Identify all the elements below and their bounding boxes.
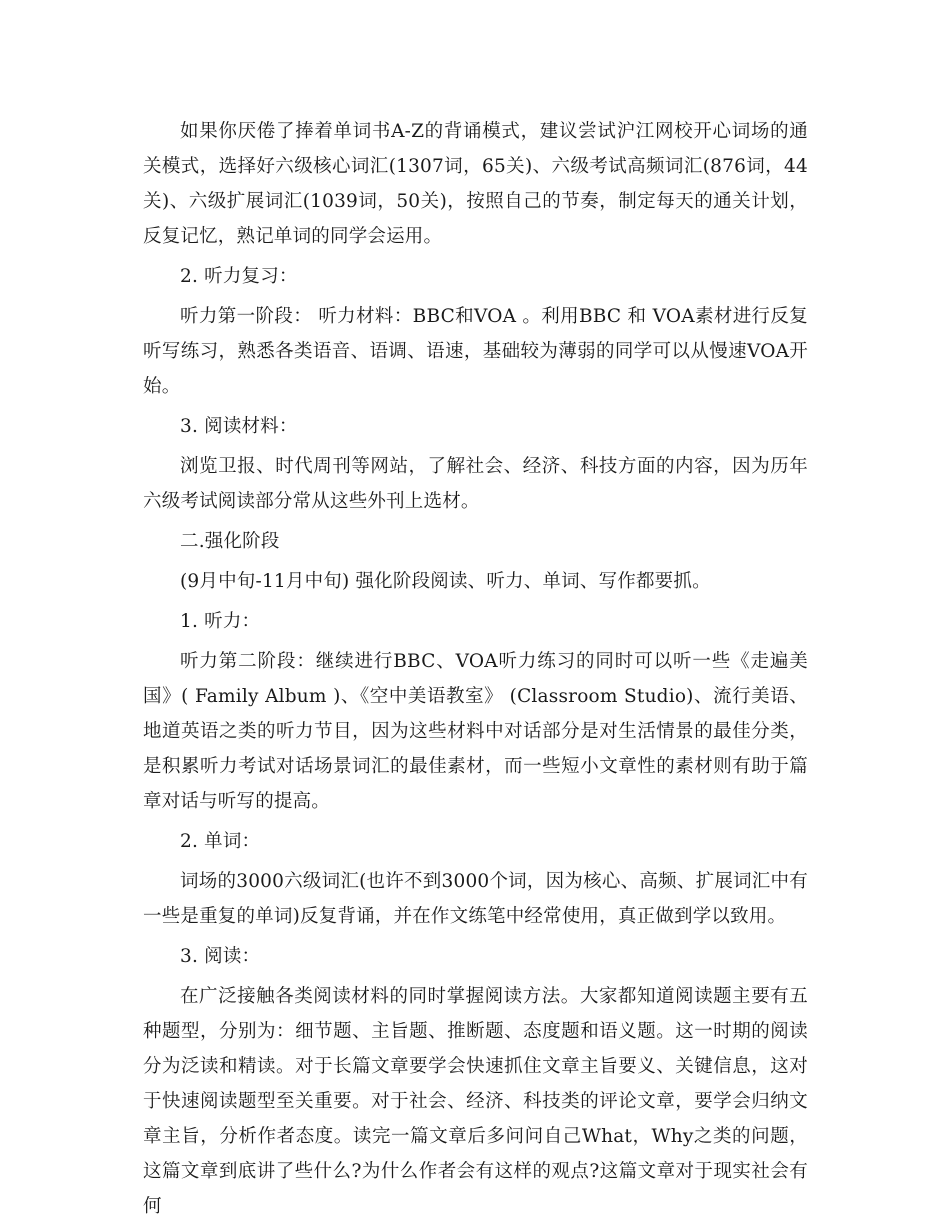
heading-intensive-stage: 二.强化阶段	[180, 531, 280, 552]
heading-reading-materials: 3. 阅读材料：	[180, 416, 298, 437]
heading-listening-review: 2. 听力复习：	[180, 266, 298, 287]
paragraph-listening-stage-two: 听力第二阶段：继续进行BBC、VOA听力练习的同时可以听一些《走遍美国》( Family Album )、《空中美语教室》 (Classroom Studio)、流行美语、地道英语之类的听力节目，因为这些材料中对话部分是对生活情景的最佳分类，是积累听力考试对话场景词汇的最佳素材，而一些短小文章性的素材则有助于篇章对话与听写的提高。	[143, 651, 808, 812]
paragraph-intensive-period: (9月中旬-11月中旬) 强化阶段阅读、听力、单词、写作都要抓。	[180, 571, 711, 592]
paragraph-vocabulary: 词场的3000六级词汇(也许不到3000个词，因为核心、高频、扩展词汇中有一些是重复的单词)反复背诵，并在作文练笔中经常使用，真正做到学以致用。	[143, 871, 808, 927]
heading-reading: 3. 阅读：	[180, 946, 261, 967]
paragraph-listening-stage-one: 听力第一阶段： 听力材料：BBC和VOA 。利用BBC 和 VOA素材进行反复听写练习，熟悉各类语音、语调、语速，基础较为薄弱的同学可以从慢速VOA开始。	[143, 306, 808, 397]
paragraph-reading-materials: 浏览卫报、时代周刊等网站，了解社会、经济、科技方面的内容，因为历年六级考试阅读部分常从这些外刊上选材。	[143, 456, 808, 512]
heading-vocabulary: 2. 单词：	[180, 831, 261, 852]
document-body	[143, 114, 808, 1229]
paragraph-reading-methods: 在广泛接触各类阅读材料的同时掌握阅读方法。大家都知道阅读题主要有五种题型，分别为：细节题、主旨题、推断题、态度题和语义题。这一时期的阅读分为泛读和精读。对于长篇文章要学会快速抓住文章主旨要义、关键信息，这对于快速阅读题型至关重要。对于社会、经济、科技类的评论文章，要学会归纳文章主旨，分析作者态度。读完一篇文章后多问问自己What，Why之类的问题，这篇文章到底讲了些什么?为什么作者会有这样的观点?这篇文章对于现实社会有何	[143, 986, 808, 1217]
heading-listening: 1. 听力：	[180, 611, 261, 632]
paragraph-vocab-intro: 如果你厌倦了捧着单词书A-Z的背诵模式，建议尝试沪江网校开心词场的通关模式，选择好六级核心词汇(1307词，65关)、六级考试高频词汇(876词，44关)、六级扩展词汇(1039词，50关)，按照自己的节奏，制定每天的通关计划，反复记忆，熟记单词的同学会运用。	[143, 121, 808, 247]
